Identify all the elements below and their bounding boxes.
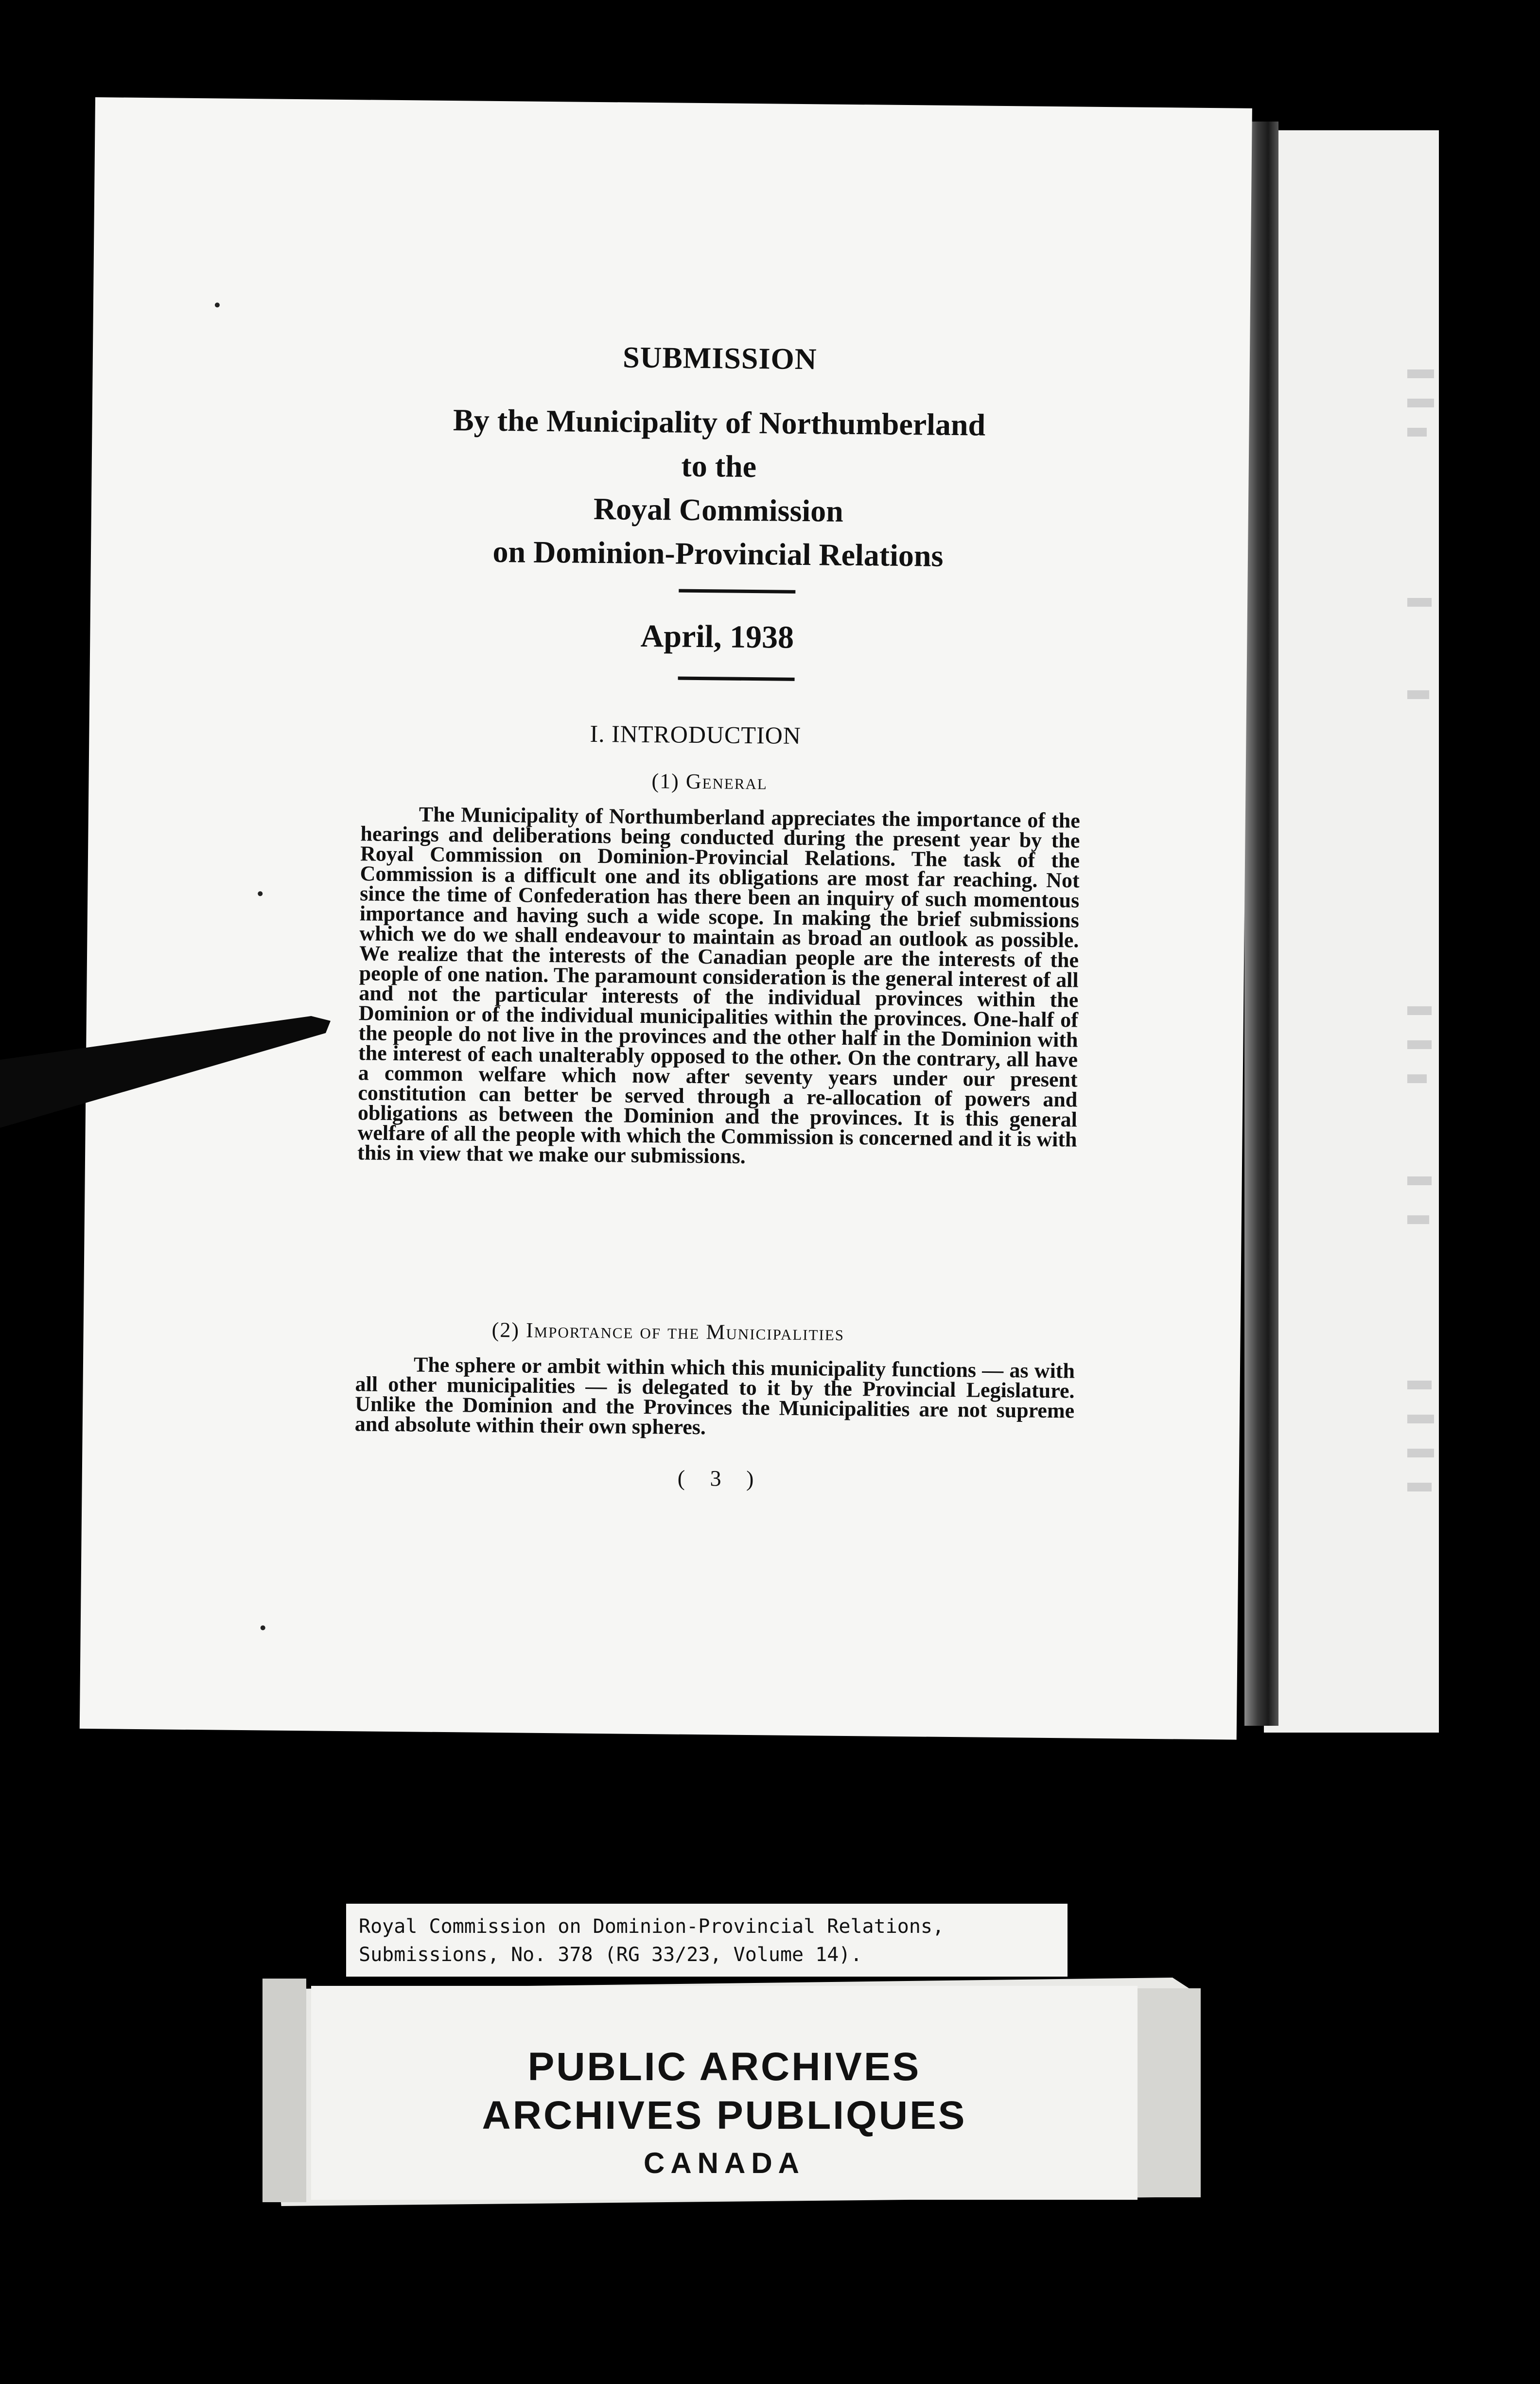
archives-stamp [311, 1986, 1138, 2200]
document-heading: SUBMISSION [622, 341, 817, 376]
paragraph-general: The Municipality of Northumberland appreciates the importance of the hearings and deliberations being conducted during the present year by the Royal Commission on Dominion-Provincial Relations. The task of the Commission is a difficult one and its obligations are most far reaching. Not since the time of Confederation has there been an inquiry of such momentous importance and having such a wide scope. In making the brief submissions which we do we shall endeavour to maintain as broad an outlook as possible. We realize that the interests of the Canadian people are the interests of the people of one nation. The paramount consideration is the general interest of all and not the particular interests of the individual provinces within the Dominion or of the individual municipalities within the provinces. One-half of the people do not live in the provinces and the other half in the Dominion with the interest of each unalterably opposed to the other. On the contrary, all have a common welfare which now after seventy years under our present constitution can better be served through a re-allocation of powers and obligations as between the Dominion and the provinces. It is this general welfare of all the people with which the Commission is concerned and it is with this in view that we make our submissions. [357, 802, 1081, 1168]
archive-label-line-1: Royal Commission on Dominion-Provincial Relations, [359, 1915, 945, 1938]
speck [261, 1625, 265, 1630]
stamp-card-left-fold [262, 1979, 306, 2202]
document-date: April, 1938 [640, 618, 794, 655]
title-line-1: By the Municipality of Northumberland [453, 403, 986, 442]
subsection-municipalities-title: (2) Importance of the Municipalities [491, 1317, 845, 1345]
section-title: I. INTRODUCTION [590, 719, 802, 749]
speck [215, 302, 220, 307]
paragraph-municipalities: The sphere or ambit within which this municipality functions — as with all other municipalities — is delegated to it by the Provincial Legislature. Unlike the Dominion and the Provinces the Municipalities are not supreme and absolute within their own spheres. [354, 1352, 1075, 1439]
title-line-2: to the [681, 448, 757, 484]
title-divider [679, 589, 795, 594]
title-line-3: Royal Commission [593, 491, 844, 528]
subsection-general-title: (1) General [651, 769, 768, 794]
stamp-line-english: PUBLIC ARCHIVES [527, 2045, 921, 2089]
document-page [80, 97, 1252, 1740]
title-line-4: on Dominion-Provincial Relations [492, 534, 944, 573]
pointer-wedge [0, 1011, 340, 1128]
page-number: ( 3 ) [677, 1465, 764, 1491]
speck [258, 891, 262, 896]
stamp-line-french: ARCHIVES PUBLIQUES [482, 2093, 967, 2138]
stamp-line-country: CANADA [644, 2147, 805, 2179]
stamp-card-right-fold [1138, 1988, 1201, 2197]
archive-label-line-2: Submissions, No. 378 (RG 33/23, Volume 14). [359, 1944, 862, 1966]
archive-reference-label [346, 1904, 1068, 1977]
date-divider [678, 677, 795, 681]
